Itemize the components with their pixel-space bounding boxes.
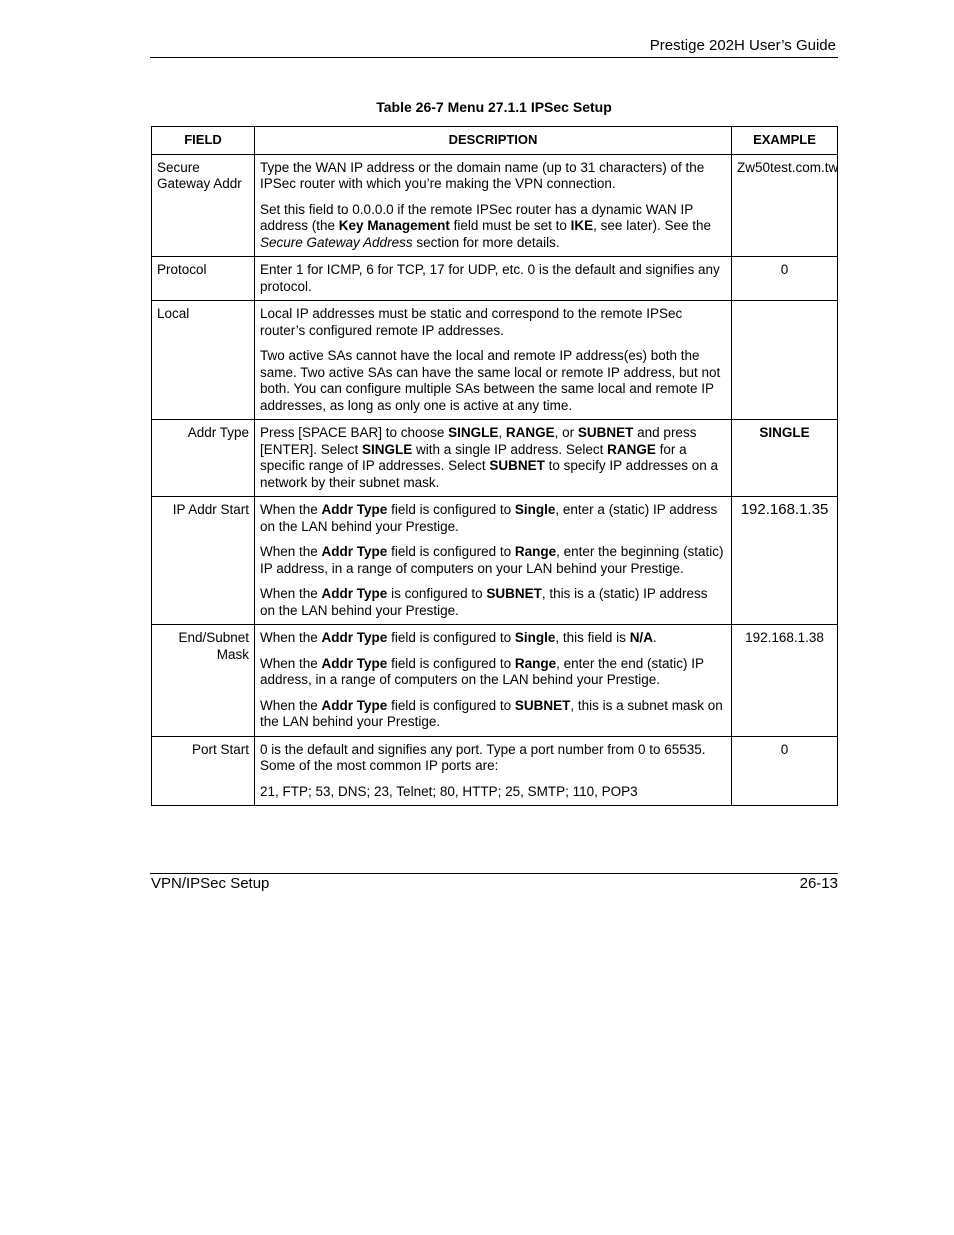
footer-page-number: 26-13 bbox=[799, 875, 838, 892]
column-header-field: FIELD bbox=[152, 127, 255, 155]
description-paragraph: When the Addr Type field is configured to Range, enter the end (static) IP address, in a range of computers on the LAN behind your Prestige. bbox=[260, 655, 704, 687]
description-paragraph: When the Addr Type field is configured to Single, this field is N/A. bbox=[260, 630, 657, 645]
description-paragraph: When the Addr Type is configured to SUBNET, this is a (static) IP address on the LAN behind your Prestige. bbox=[260, 586, 708, 618]
table-header-row bbox=[152, 127, 838, 155]
table-row-ip-addr-start bbox=[152, 497, 838, 625]
description-cell bbox=[255, 736, 732, 806]
description-cell bbox=[255, 625, 732, 737]
description-paragraph: 0 is the default and signifies any port. Type a port number from 0 to 65535. Some of the most common IP ports are: bbox=[260, 741, 706, 773]
field-cell: Port Start bbox=[152, 736, 255, 806]
ipsec-setup-table bbox=[151, 126, 838, 806]
example-cell: 192.168.1.35 bbox=[732, 497, 838, 625]
example-cell: Zw50test.com.tw bbox=[732, 154, 838, 257]
description-paragraph: Press [SPACE BAR] to choose SINGLE, RANGE, or SUBNET and press [ENTER]. Select SINGLE with a single IP address. Select RANGE for a specific range of IP addresses. Select SUBNET to specify IP addresses on a network by their subnet mask. bbox=[260, 425, 718, 490]
example-cell: 0 bbox=[732, 257, 838, 301]
description-paragraph: Two active SAs cannot have the local and remote IP address(es) both the same. Two active SAs can have the same local or remote IP address, but not both. You can configure multiple SAs between the same local and remote IP addresses, as long as only one is active at any time. bbox=[260, 348, 721, 413]
description-paragraph: Set this field to 0.0.0.0 if the remote IPSec router has a dynamic WAN IP address (the Key Management field must be set to IKE, see later). See the Secure Gateway Address section for more details. bbox=[260, 201, 711, 250]
column-header-description: DESCRIPTION bbox=[255, 127, 732, 155]
description-cell bbox=[255, 154, 732, 257]
field-cell: Addr Type bbox=[152, 420, 255, 497]
guide-title: Prestige 202H User’s Guide bbox=[649, 37, 836, 54]
table-row-port-start bbox=[152, 736, 838, 806]
description-paragraph: Type the WAN IP address or the domain name (up to 31 characters) of the IPSec router with which you’re making the VPN connection. bbox=[260, 159, 705, 191]
field-cell: Local bbox=[152, 301, 255, 420]
example-cell: 0 bbox=[732, 736, 838, 806]
header-rule bbox=[150, 57, 838, 58]
field-cell: IP Addr Start bbox=[152, 497, 255, 625]
description-paragraph: 21, FTP; 53, DNS; 23, Telnet; 80, HTTP; 25, SMTP; 110, POP3 bbox=[260, 783, 638, 799]
field-cell: Secure Gateway Addr bbox=[152, 154, 255, 257]
table-row-end-subnet-mask bbox=[152, 625, 838, 737]
table-row-addr-type bbox=[152, 420, 838, 497]
footer-rule bbox=[150, 873, 838, 874]
table-caption: Table 26-7 Menu 27.1.1 IPSec Setup bbox=[376, 99, 612, 115]
field-cell: Protocol bbox=[152, 257, 255, 301]
table-row-protocol bbox=[152, 257, 838, 301]
field-cell: End/Subnet Mask bbox=[152, 625, 255, 737]
column-header-example: EXAMPLE bbox=[732, 127, 838, 155]
description-cell bbox=[255, 257, 732, 301]
description-paragraph: Enter 1 for ICMP, 6 for TCP, 17 for UDP, etc. 0 is the default and signifies any protocol. bbox=[260, 262, 720, 294]
example-cell: SINGLE bbox=[732, 420, 838, 497]
description-cell bbox=[255, 420, 732, 497]
description-paragraph: When the Addr Type field is configured to Single, enter a (static) IP address on the LAN behind your Prestige. bbox=[260, 502, 718, 534]
table-row-local bbox=[152, 301, 838, 420]
table-row-secure-gateway-addr bbox=[152, 154, 838, 257]
example-cell: 192.168.1.38 bbox=[732, 625, 838, 737]
example-cell bbox=[732, 301, 838, 420]
footer-section-title: VPN/IPSec Setup bbox=[151, 875, 270, 892]
description-cell bbox=[255, 301, 732, 420]
description-paragraph: Local IP addresses must be static and correspond to the remote IPSec router’s configured remote IP addresses. bbox=[260, 306, 683, 338]
description-paragraph: When the Addr Type field is configured to Range, enter the beginning (static) IP address, in a range of computers on your LAN behind your Prestige. bbox=[260, 544, 724, 576]
description-cell bbox=[255, 497, 732, 625]
description-paragraph: When the Addr Type field is configured to SUBNET, this is a subnet mask on the LAN behind your Prestige. bbox=[260, 697, 723, 729]
